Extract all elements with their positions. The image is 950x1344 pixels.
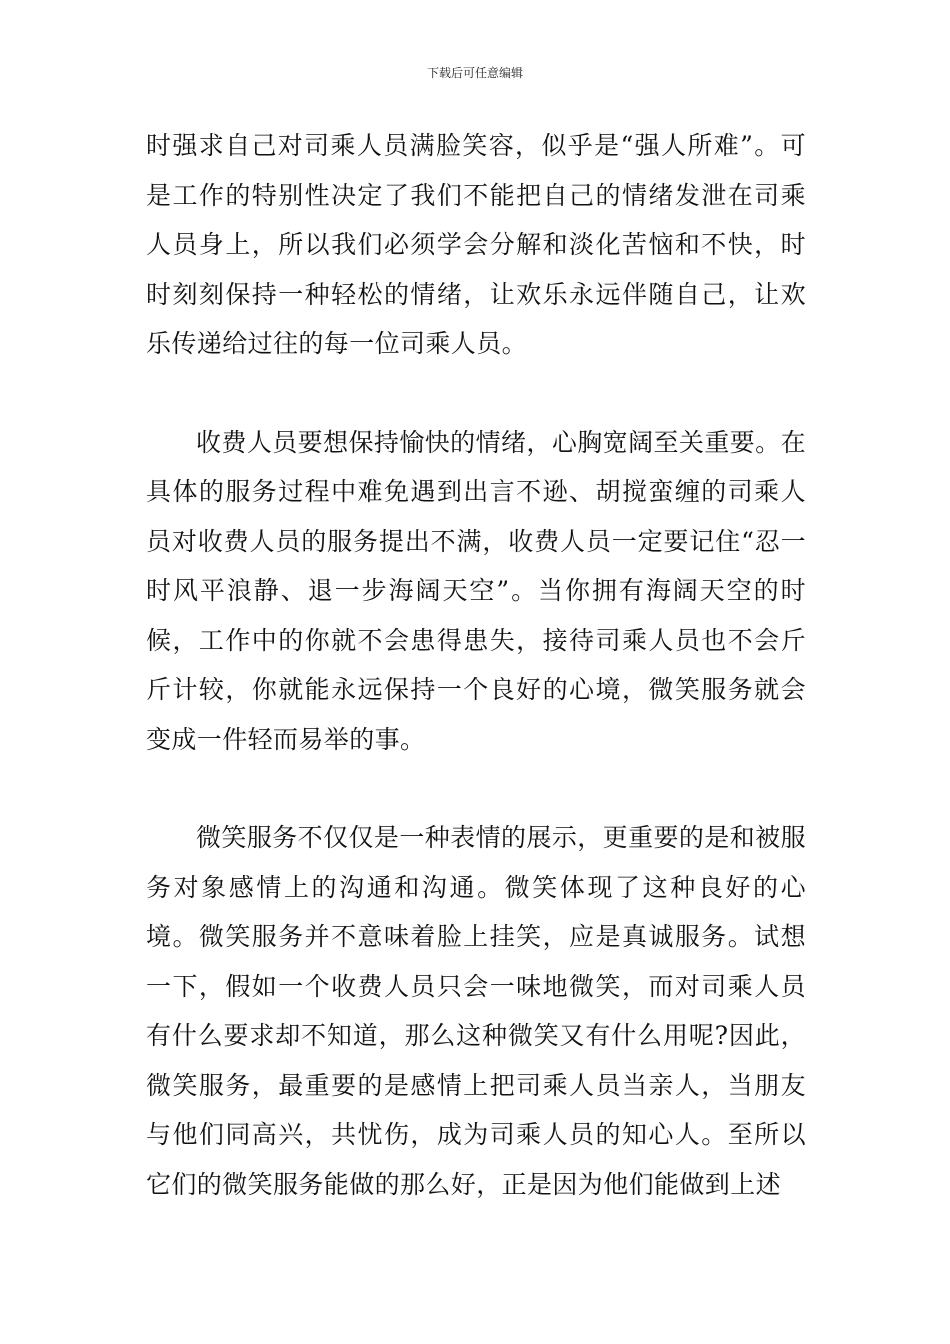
paragraph-2: 收费人员要想保持愉快的情绪，心胸宽阔至关重要。在具体的服务过程中难免遇到出言不逊、胡搅蛮缠的司乘人员对收费人员的服务提出不满，收费人员一定要记住“忍一时风平浪静、退一步海阔天空”。当你拥有海阔天空的时候，工作中的你就不会患得患失，接待司乘人员也不会斤斤计较，你就能永远保持一个良好的心境，微笑服务就会变成一件轻而易举的事。 xyxy=(146,427,806,754)
paragraph-1: 时强求自己对司乘人员满脸笑容，似乎是“强人所难”。可是工作的特别性决定了我们不能把自己的情绪发泄在司乘人员身上，所以我们必须学会分解和淡化苦恼和不快，时时刻刻保持一种轻松的情绪，让欢乐永远伴随自己，让欢乐传递给过往的每一位司乘人员。 xyxy=(146,131,806,358)
document-body xyxy=(146,121,806,1209)
paragraph-gap xyxy=(146,369,806,418)
paragraph-gap xyxy=(146,764,806,813)
paragraph-3: 微笑服务不仅仅是一种表情的展示，更重要的是和被服务对象感情上的沟通和沟通。微笑体现了这种良好的心境。微笑服务并不意味着脸上挂笑，应是真诚服务。试想一下，假如一个收费人员只会一味地微笑，而对司乘人员有什么要求却不知道，那么这种微笑又有什么用呢?因此，微笑服务，最重要的是感情上把司乘人员当亲人，当朋友与他们同高兴，共忧伤，成为司乘人员的知心人。至所以它们的微笑服务能做的那么好，正是因为他们能做到上述 xyxy=(146,823,806,1199)
page-header: 下载后可任意编辑 xyxy=(426,66,523,80)
